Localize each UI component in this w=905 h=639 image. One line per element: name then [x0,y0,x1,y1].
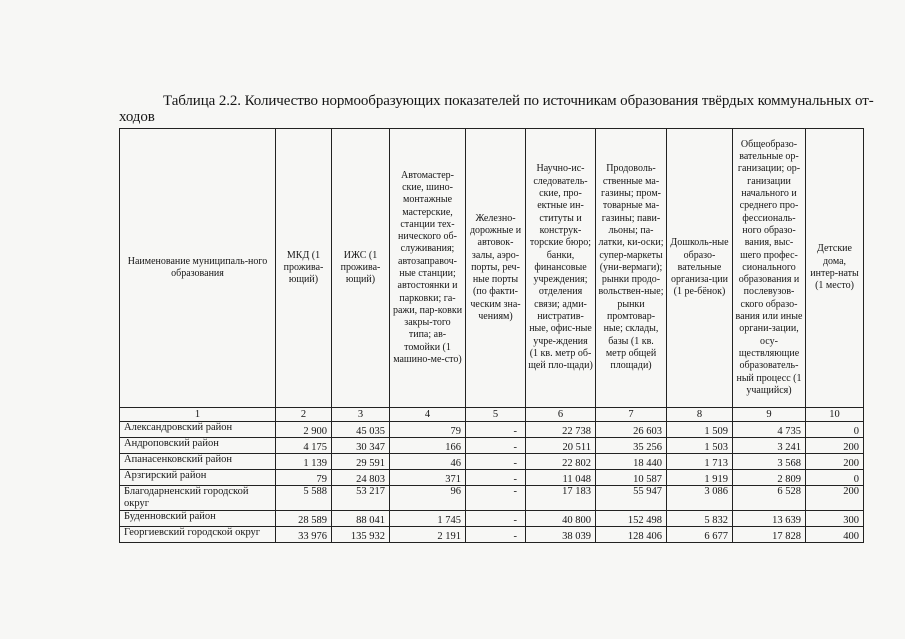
cell-preschool: 1 713 [667,454,733,470]
cell-auto-services: 1 745 [390,511,466,527]
cell-orphanages: 0 [806,470,864,486]
cell-offices: 38 039 [526,527,596,543]
municipality-name: Буденновский район [120,511,276,527]
cell-mkd: 33 976 [276,527,332,543]
header-orphanages: Детские дома, интер-наты (1 место) [806,129,864,408]
table-row [120,527,864,543]
cell-preschool: 1 503 [667,438,733,454]
cell-preschool: 5 832 [667,511,733,527]
header-mkd: МКД (1 прожива-ющий) [276,129,332,408]
cell-shops: 18 440 [596,454,667,470]
cell-schools: 3 241 [733,438,806,454]
column-number: 4 [390,408,466,422]
cell-offices: 11 048 [526,470,596,486]
column-number: 3 [332,408,390,422]
cell-offices: 17 183 [526,486,596,511]
caption-line-2: ходов [119,109,155,125]
column-number: 2 [276,408,332,422]
column-number: 5 [466,408,526,422]
cell-transport-stations: - [466,486,526,511]
cell-preschool: 3 086 [667,486,733,511]
column-number: 7 [596,408,667,422]
header-izhs: ИЖС (1 прожива-ющий) [332,129,390,408]
cell-transport-stations: - [466,511,526,527]
table-row [120,438,864,454]
cell-auto-services: 371 [390,470,466,486]
header-schools: Общеобразо-вательные ор-ганизации; ор-ганизации начального и среднего про-фессиональ-ного образо-вания, выс-шего профес-сионального образования и послевузов-ского образо-вания или иные органи-зации, осу-ществляющие образователь-ный процесс (1 учащийся) [733,129,806,408]
municipality-name: Благодарненский городской округ [120,486,276,511]
cell-offices: 20 511 [526,438,596,454]
caption-line-1: Таблица 2.2. Количество нормообразующих показателей по источникам образования твёрдых коммунальных от- [163,93,874,109]
cell-auto-services: 2 191 [390,527,466,543]
cell-orphanages: 400 [806,527,864,543]
cell-transport-stations: - [466,470,526,486]
header-transport-stations: Железно-дорожные и автовок-залы, аэро-порты, реч-ные порты (по факти-ческим зна-чениям) [466,129,526,408]
cell-izhs: 135 932 [332,527,390,543]
column-number: 10 [806,408,864,422]
cell-offices: 22 802 [526,454,596,470]
column-number: 1 [120,408,276,422]
table-row [120,511,864,527]
municipality-name: Андроповский район [120,438,276,454]
cell-mkd: 2 900 [276,422,332,438]
cell-shops: 26 603 [596,422,667,438]
cell-mkd: 28 589 [276,511,332,527]
cell-mkd: 1 139 [276,454,332,470]
table-row [120,470,864,486]
header-auto-services: Автомастер-ские, шино-монтажные мастерские, станции тех-нического об-служивания; автозаправоч-ные станции; автостоянки и парковки; га-ражи, пар-ковки закры-того типа; ав-томойки (1 машино-ме-сто) [390,129,466,408]
cell-schools: 3 568 [733,454,806,470]
cell-orphanages: 200 [806,486,864,511]
indicators-table [119,128,864,543]
municipality-name: Арзгирский район [120,470,276,486]
column-number: 8 [667,408,733,422]
column-number: 9 [733,408,806,422]
municipality-name: Апанасенковский район [120,454,276,470]
cell-shops: 35 256 [596,438,667,454]
cell-orphanages: 200 [806,454,864,470]
cell-auto-services: 96 [390,486,466,511]
cell-shops: 55 947 [596,486,667,511]
cell-izhs: 24 803 [332,470,390,486]
cell-schools: 13 639 [733,511,806,527]
header-row [120,129,864,408]
cell-schools: 2 809 [733,470,806,486]
table-row [120,454,864,470]
cell-auto-services: 79 [390,422,466,438]
table-row [120,422,864,438]
cell-auto-services: 46 [390,454,466,470]
cell-transport-stations: - [466,422,526,438]
header-municipality: Наименование муниципаль-ного образования [120,129,276,408]
cell-orphanages: 0 [806,422,864,438]
cell-schools: 17 828 [733,527,806,543]
cell-schools: 4 735 [733,422,806,438]
cell-izhs: 45 035 [332,422,390,438]
cell-izhs: 30 347 [332,438,390,454]
municipality-name: Александровский район [120,422,276,438]
cell-auto-services: 166 [390,438,466,454]
cell-shops: 152 498 [596,511,667,527]
cell-mkd: 4 175 [276,438,332,454]
cell-shops: 10 587 [596,470,667,486]
municipality-name: Георгиевский городской округ [120,527,276,543]
cell-schools: 6 528 [733,486,806,511]
cell-transport-stations: - [466,527,526,543]
header-shops-markets: Продоволь-ственные ма-газины; пром-товарные ма-газины; пави-льоны; па-латки, ки-оски; супер-маркеты (уни-вермаги); рынки продо-вольствен-ные; рынки промтовар-ные; склады, базы (1 кв. метр общей площади) [596,129,667,408]
cell-izhs: 88 041 [332,511,390,527]
table-caption [119,93,874,125]
cell-transport-stations: - [466,438,526,454]
cell-preschool: 1 919 [667,470,733,486]
table-row [120,486,864,511]
column-number: 6 [526,408,596,422]
cell-preschool: 1 509 [667,422,733,438]
cell-offices: 40 800 [526,511,596,527]
cell-izhs: 29 591 [332,454,390,470]
header-offices-institutes: Научно-ис-следователь-ские, про-ектные ин-ституты и конструк-торские бюро; банки, финансовые учреждения; отделения связи; адми-нистратив-ные, офис-ные учре-ждения (1 кв. метр об-щей пло-щади) [526,129,596,408]
cell-transport-stations: - [466,454,526,470]
cell-mkd: 5 588 [276,486,332,511]
cell-offices: 22 738 [526,422,596,438]
cell-preschool: 6 677 [667,527,733,543]
column-number-row [120,408,864,422]
header-preschool: Дошколь-ные образо-вательные организа-ции (1 ре-бёнок) [667,129,733,408]
cell-mkd: 79 [276,470,332,486]
cell-orphanages: 200 [806,438,864,454]
cell-izhs: 53 217 [332,486,390,511]
cell-orphanages: 300 [806,511,864,527]
cell-shops: 128 406 [596,527,667,543]
